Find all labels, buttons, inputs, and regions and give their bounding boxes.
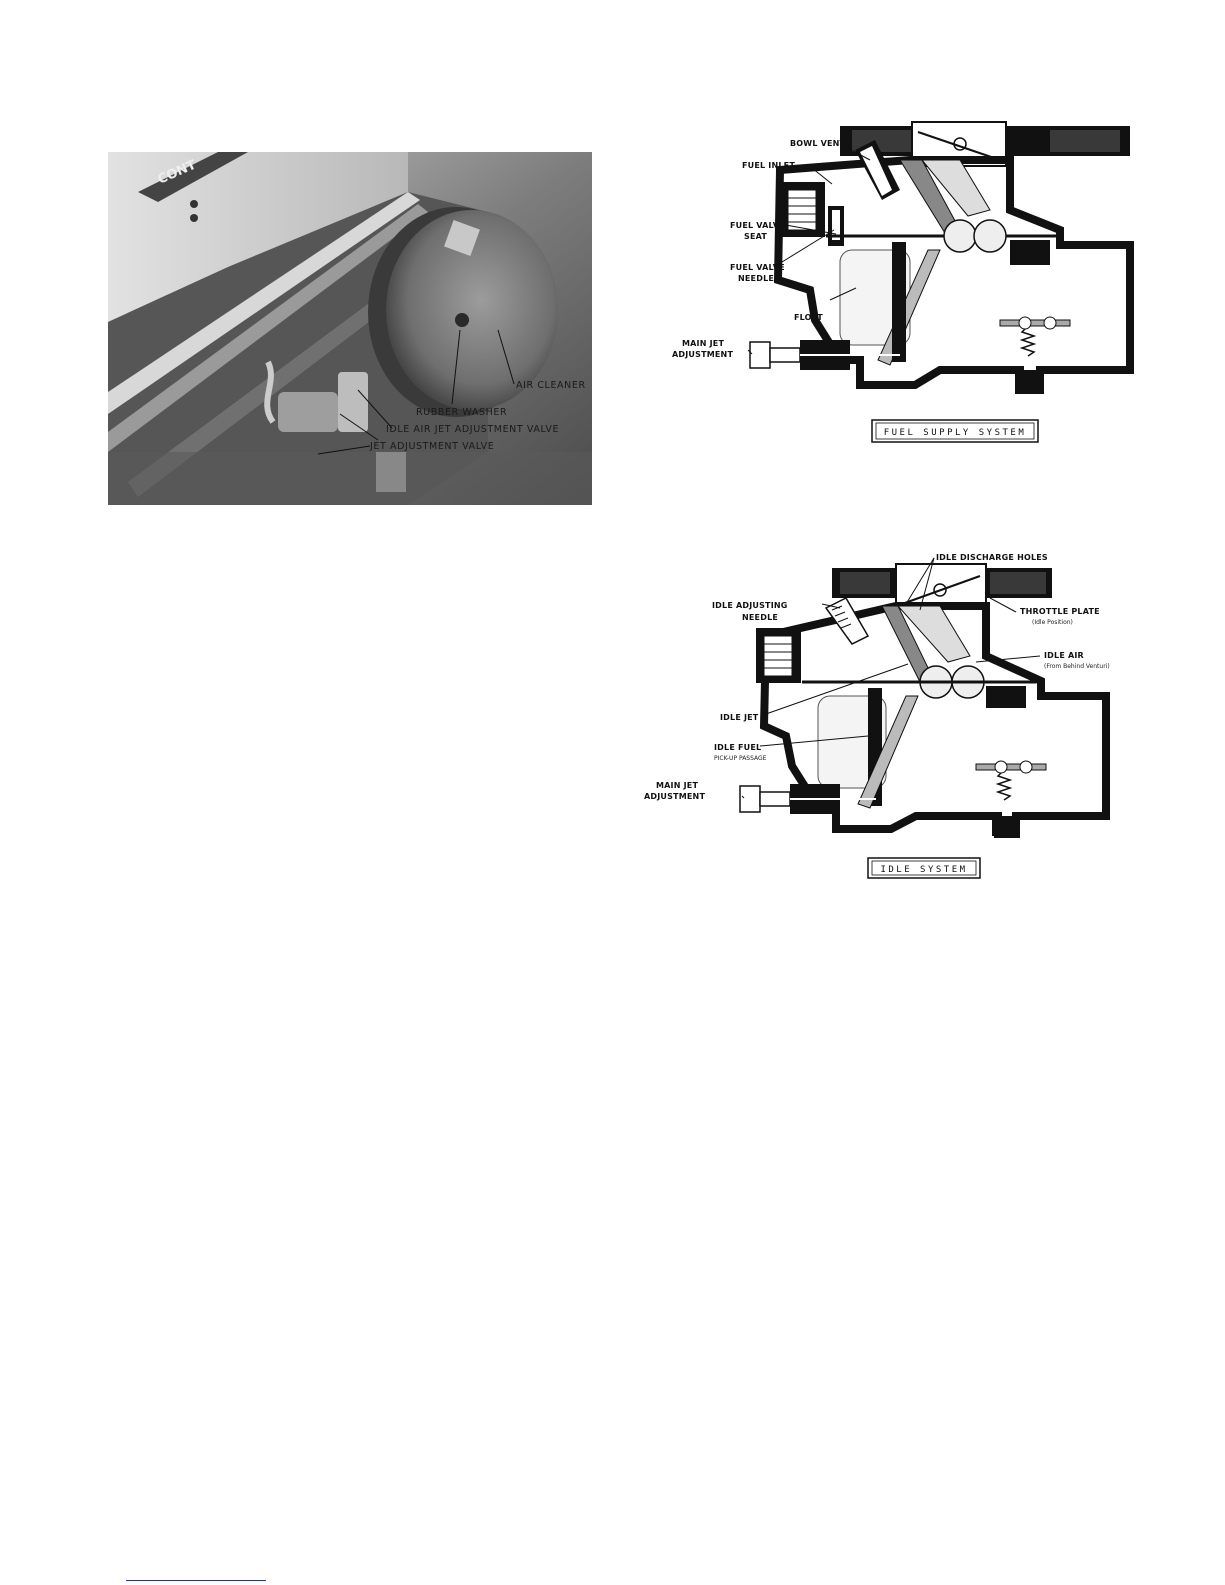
label-air-cleaner: AIR CLEANER [516, 380, 586, 391]
carburetor [278, 392, 338, 432]
idle-system-caption: IDLE SYSTEM [880, 865, 968, 875]
label-idle-air-jet: IDLE AIR JET ADJUSTMENT VALVE [386, 424, 560, 435]
label-idle-discharge-holes: IDLE DISCHARGE HOLES [936, 553, 1048, 562]
label-fuel-inlet: FUEL INLET [742, 161, 795, 170]
label-main-jet-idle-2: ADJUSTMENT [644, 792, 706, 801]
engine-photo [108, 152, 592, 505]
label-fuel-valve-seat-1: FUEL VALVE [730, 221, 785, 230]
label-main-jet-1: MAIN JET [682, 339, 725, 348]
label-idle-fuel-2: PICK-UP PASSAGE [714, 755, 767, 762]
label-rubber-washer: RUBBER WASHER [416, 407, 508, 418]
label-bowl-vent: BOWL VENT [790, 139, 846, 148]
brand-text: CONT [155, 157, 199, 188]
label-main-jet-2: ADJUSTMENT [672, 350, 734, 359]
label-idle-air: IDLE AIR [1044, 651, 1084, 660]
fuel-supply-caption: FUEL SUPPLY SYSTEM [883, 428, 1027, 438]
label-idle-adjusting-2: NEEDLE [742, 613, 779, 622]
idle-system-diagram [636, 546, 1156, 886]
label-fuel-valve-needle-2: NEEDLE [738, 274, 775, 283]
label-throttle-plate-sub: (Idle Position) [1032, 619, 1073, 626]
label-idle-jet: IDLE JET [720, 713, 759, 722]
label-fuel-valve-needle-1: FUEL VALVE [730, 263, 785, 272]
engine-photo-drawing [108, 152, 592, 505]
footer-link-underline [126, 1580, 266, 1581]
label-idle-fuel-1: IDLE FUEL [714, 743, 762, 752]
label-main-jet-idle-1: MAIN JET [656, 781, 699, 790]
wing-nut [455, 313, 469, 327]
label-idle-adjusting-1: IDLE ADJUSTING [712, 601, 788, 610]
fuel-supply-diagram [660, 120, 1150, 460]
idle-system-drawing [636, 546, 1156, 886]
fuel-supply-drawing [660, 120, 1150, 460]
label-idle-air-sub: (From Behind Venturi) [1044, 663, 1110, 670]
label-float: FLOAT [794, 313, 823, 322]
label-fuel-valve-seat-2: SEAT [744, 232, 768, 241]
label-jet-adjustment: JET ADJUSTMENT VALVE [370, 441, 495, 452]
label-throttle-plate: THROTTLE PLATE [1020, 607, 1100, 616]
